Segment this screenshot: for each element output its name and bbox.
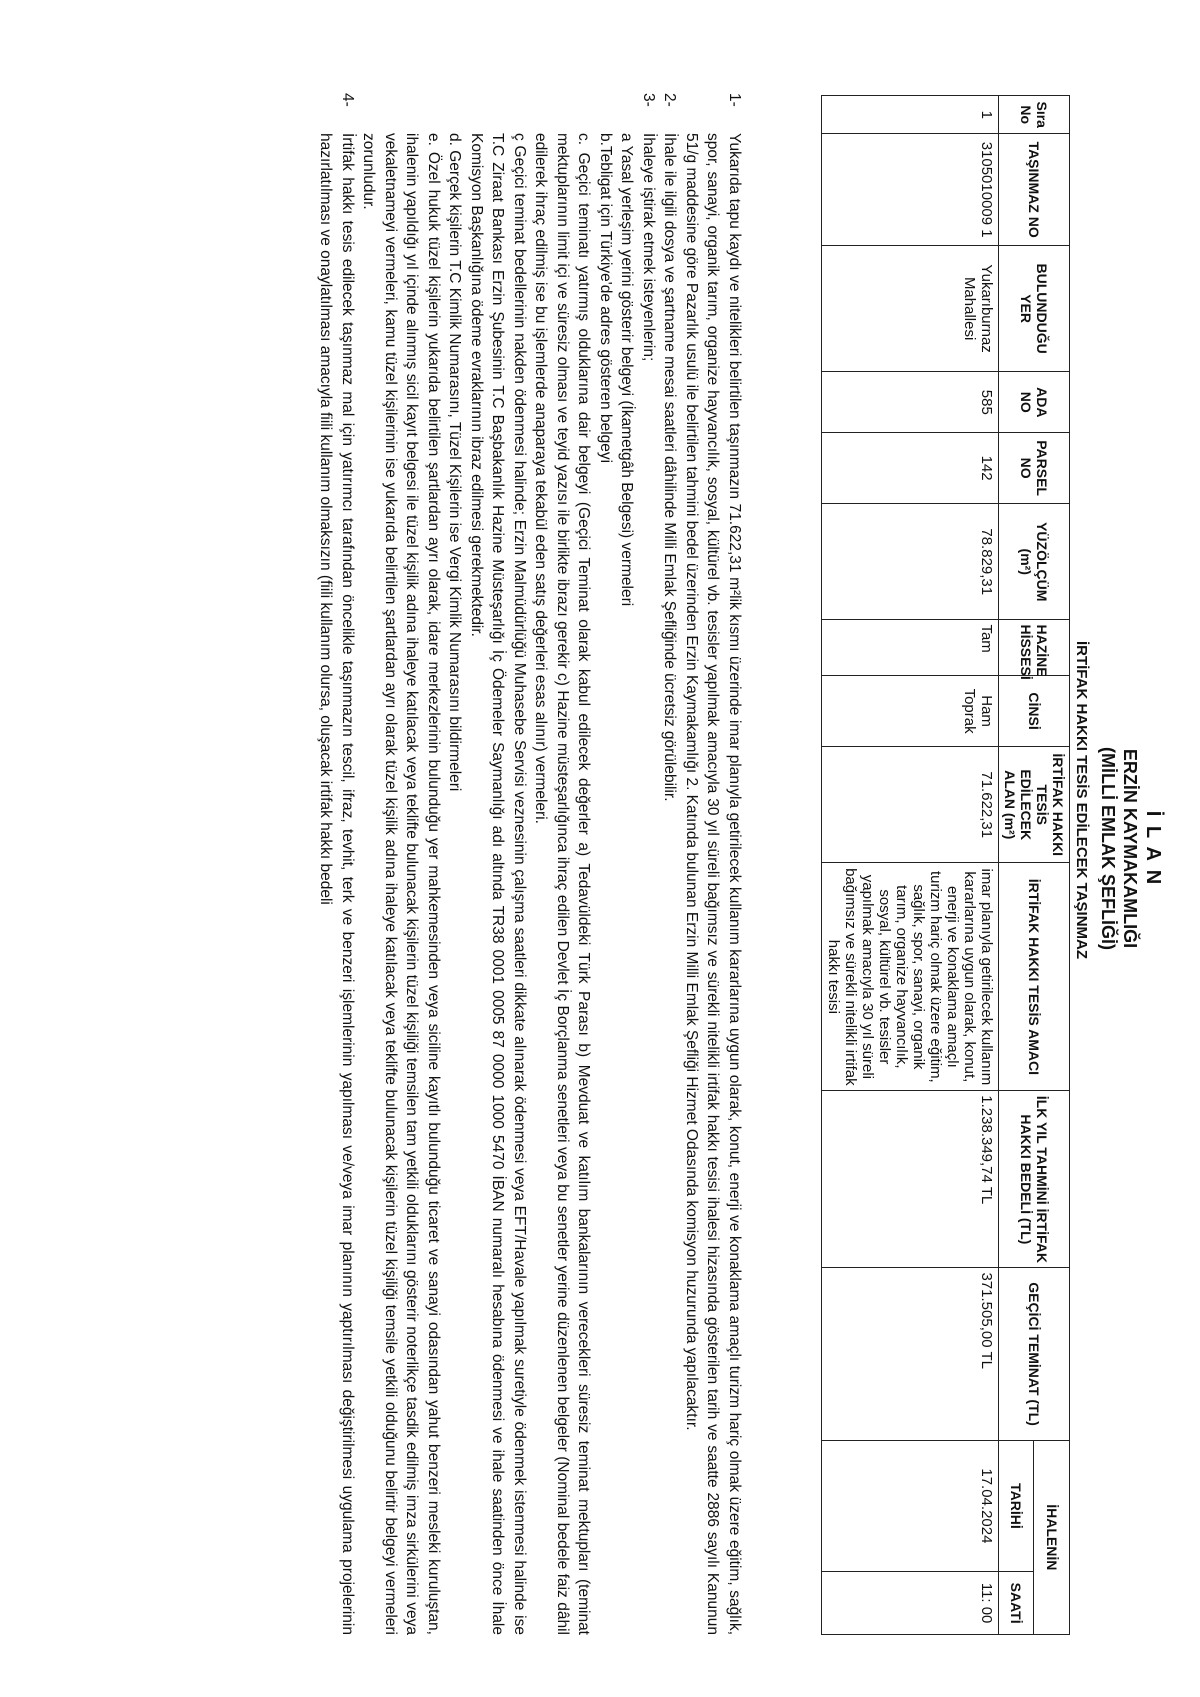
cell-irtifak-alan: 71.622,31 — [822, 747, 999, 863]
requirement-b: b.Tebligat için Türkiye'de adres gösteren belgeyi — [597, 133, 614, 464]
clause-1 — [681, 95, 746, 1635]
clause-text: İrtifak hakkı tesis edilecek taşınmaz mal için yatırımcı tarafından öncelikle taşınmazın tescil, ifraz, tevhit, terk ve benzeri işlemlerinin yapılması ve/veya imar planının yaptırılması değiştirilmesi uygulama projelerinin hazırlatılması ve onaylatılması amacıyla fiili kullanım olmaksızın (fiili kullanım olursa, oluşacak irtifak hakkı bedeli — [317, 133, 356, 1635]
cell-hazine-hissesi: Tam — [822, 620, 999, 676]
col-tarihi: TARİHİ — [999, 1440, 1035, 1572]
col-tahmini-bedel: İLK YIL TAHMİNİ İRTİFAK HAKKI BEDELİ (TL) — [999, 1091, 1070, 1268]
cell-yuzolcum: 78.829,31 — [822, 504, 999, 620]
clause-3 — [638, 95, 660, 1635]
table-row — [822, 96, 999, 1635]
clause-2 — [659, 95, 681, 1635]
col-cinsi: CİNSİ — [999, 676, 1070, 747]
cell-parsel-no: 142 — [822, 433, 999, 504]
clause-number: 4- — [339, 93, 356, 107]
cell-irtifak-amaci: imar planıyla getirilecek kullanım kararlarına uygun olarak, konut, enerji ve konaklama amaçlı turizm hariç olmak üzere eğitim, sağlık, spor, sanayi, organik tarım, organize hayvancılık, sosyal, kültürel vb. tesisler yapılmak amacıyla 30 yıl süreli bağımsız ve sürekli nitelikli irtifak hakkı tesisi — [822, 863, 999, 1091]
col-tasinmaz-no: TAŞINMAZ NO — [999, 134, 1070, 245]
cell-sira-no: 1 — [822, 96, 999, 134]
cell-tarihi: 17.04.2024 — [822, 1440, 999, 1572]
cell-cinsi: Ham Toprak — [822, 676, 999, 747]
requirement-a: a Yasal yerleşim yerini gösterir belgeyi (İkametgâh Belgesi) vermeleri — [618, 133, 636, 607]
requirement-cc: ç Geçici teminat bedellerinin nakden ödenmesi halinde; Erzin Malmüdürlüğü Muhasebe Servisi veznesinin çalışma saatleri dikkate alınarak ödenmesi veya EFT/Havale yapılmak suretiyle ödenmek istenmesi halinde ise T.C Ziraat Bankası Erzin Şubesinin T.C Başbakanlık Hazine Müsteşarlığı İç Ödemeler Saymanlığı adı altında TR38 0001 0005 87 0000 1000 5470 İBAN numaralı hesabına ödenmesi ve ihale saatinden önce İhale Komisyon Başkanlığına ödeme evraklarının ibraz edilmesi gerekmektedir. — [468, 133, 528, 1635]
col-gecici-teminat: GEÇİCİ TEMİNAT (TL) — [999, 1268, 1070, 1440]
cell-tasinmaz-no: 3105010009 1 — [822, 134, 999, 245]
col-saati: SAATİ — [999, 1572, 1035, 1635]
announcement-body — [315, 95, 745, 1635]
col-sira-no: Sıra No — [999, 96, 1070, 134]
clause-text: İhale ile ilgili dosya ve şartname mesai saatleri dâhilinde Milli Emlak Şefliğinde ücretsiz görülebilir. — [661, 133, 679, 802]
department-name: (MİLLİ EMLAK ŞEFLİĞİ) — [1098, 747, 1118, 950]
announcement-title: İ L A N — [1142, 810, 1164, 887]
institution-name: ERZİN KAYMAKAMLIĞI — [1120, 748, 1140, 949]
cell-bulundugu-yer: Yukarıburnaz Mahallesi — [822, 245, 999, 372]
cell-gecici-teminat: 371.505,00 TL — [822, 1268, 999, 1440]
clause-number: 1- — [726, 93, 743, 107]
cell-saati: 11: 00 — [822, 1572, 999, 1635]
cell-tahmini-bedel: 1.238.349,74 TL — [822, 1091, 999, 1268]
table-header-row — [1034, 96, 1070, 1635]
col-bulundugu-yer: BULUNDUĞU YER — [999, 245, 1070, 372]
clause-4 — [315, 95, 358, 1635]
col-ada-no: ADA NO — [999, 372, 1070, 433]
requirement-c: c. Geçici teminatı yatırmış olduklarına dair belgeyi (Geçici Teminat olarak kabul edilecek değerler a) Tedavüldeki Türk Parası b) Mevduat ve katılım bankalarının verecekleri süresiz teminat mektupları (teminat mektuplarının limit içi ve süresiz olması ve teyid yazısı ile birlikte ibrazı gerekir c) Hazine müsteşarlığınca ihraç edilen Devlet İç Borçlanma senetleri veya bu senetler yerine düzenlenen belgeler (Nominal bedele faiz dâhil edilerek ihraç edilmiş ise bu işlemlerde anaparaya tekabül eden satış değerleri esas alınır) vermeleri. — [532, 133, 593, 1635]
clause-number: 3- — [640, 93, 657, 107]
col-irtifak-alan: İRTİFAK HAKKI TESİS EDİLECEK ALAN (m²) — [999, 747, 1070, 863]
clause-number: 2- — [661, 93, 679, 107]
table-title: İRTİFAK HAKKI TESİS EDİLECEK TAŞINMAZ — [1073, 640, 1090, 960]
col-parsel-no: PARSEL NO — [999, 433, 1070, 504]
clause-text: İhaleye iştirak etmek isteyenlerin; — [640, 133, 657, 362]
col-group-ihalenin: İHALENİN — [1034, 1440, 1070, 1634]
col-irtifak-amaci: İRTİFAK HAKKI TESİS AMACI — [999, 863, 1070, 1091]
clause-text: Yukarıda tapu kaydı ve nitelikleri belirtilen taşınmazın 71.622,31 m²lik kısmı üzerinde imar planıyla getirilecek kullanım kararlarına uygun olarak, konut, enerji ve konaklama amaçlı turizm hariç olmak üzere eğitim, sağlık, spor, sanayi, organik tarım, organize hayvancılık, sosyal, kültürel vb. tesisler yapılmak amacıyla 30 yıl süreli bağımsız ve sürekli nitelikli irtifak hakkı tesisi ihalesi hizasında gösterilen tarih ve saatte 2886 sayılı Kanunun 51/g maddesine göre Pazarlık usulü ile belirtilen tahmini bedel üzerinden Erzin Kaymakamlığı 2. Katında bulunan Erzin Milli Emlak Şefliği Hizmet Odasında komisyon huzurunda yapılacaktır. — [683, 133, 743, 1635]
requirement-d: d. Gerçek kişilerin T.C Kimlik Numarasını, Tüzel Kişilerin ise Vergi Kimlik Numarasını bildirmeleri — [446, 133, 464, 792]
requirement-e: e. Özel hukuk tüzel kişilerin yukarıda belirtilen şartlardan ayrı olarak, idare merkezlerinin bulunduğu yer mahkemesinden veya siciline kayıtlı bulunduğu ticaret ve sanayi odasından yahut benzeri mesleki kuruluştan, ihalenin yapıldığı yıl içinde alınmış sicil kayıt belgesi ile tüzel kişilik adına ihaleye katılacak veya teklifte bulunacak kişilerin tüzel kişiliği temsilen tam yetkili olduklarını gösterir noterlikçe tasdik edilmiş imza sirkülerini veya vekaletnameyi vermeleri, kamu tüzel kişilerinin ise yukarıda belirtilen şartlardan ayrı olarak tüzel kişilik adına ihaleye katılacak veya teklifte bulunacak kişilerin tüzel kişiliği temsile yetkili olduğunu belirtir belgeyi vermeleri zorunludur. — [360, 133, 442, 1635]
property-table — [821, 95, 1070, 1635]
col-hazine-hissesi: HAZİNE HİSSESİ — [999, 620, 1070, 676]
col-yuzolcum: YÜZÖLÇÜM (m²) — [999, 504, 1070, 620]
cell-ada-no: 585 — [822, 372, 999, 433]
